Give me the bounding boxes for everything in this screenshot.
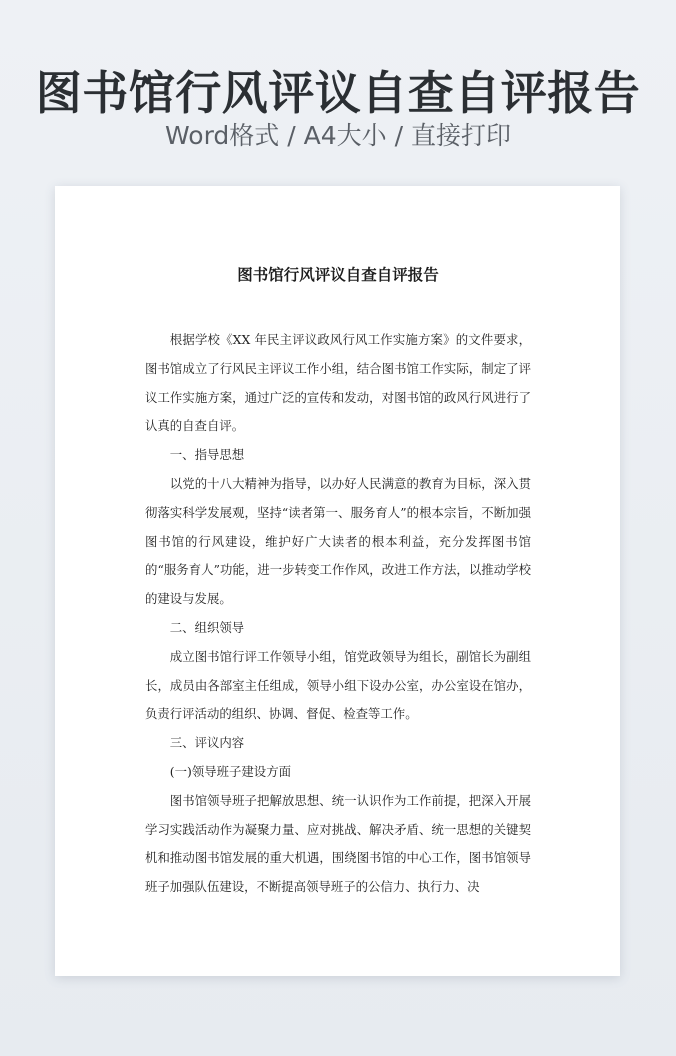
intro-paragraph: 根据学校《XX 年民主评议政风行风工作实施方案》的文件要求，图书馆成立了行风民主评议工作小组，结合图书馆工作实际，制定了评议工作实施方案，通过广泛的宣传和发动，对图书馆的政风行风进行了认真的自查自评。 bbox=[145, 332, 531, 434]
section-paragraph-leadership: 图书馆领导班子把解放思想、统一认识作为工作前提，把深入开展学习实践活动作为凝聚力量、应对挑战、解决矛盾、统一思想的关键契机和推动图书馆发展的重大机遇，围绕图书馆的中心工作，图书馆领导班子加强队伍建设，不断提高领导班子的公信力、执行力、决 bbox=[145, 792, 531, 895]
document-page bbox=[55, 186, 620, 976]
document-title: 图书馆行风评议自查自评报告 bbox=[237, 265, 439, 284]
section-paragraph-organization: 成立图书馆行评工作领导小组，馆党政领导为组长，副馆长为副组长，成员由各部室主任组成，领导小组下设办公室，办公室设在馆办，负责行评活动的组织、协调、督促、检查等工作。 bbox=[145, 648, 531, 722]
section-heading-guiding-thought: 一、指导思想 bbox=[169, 447, 245, 463]
document-body bbox=[145, 326, 531, 902]
subsection-heading-leadership: (一)领导班子建设方面 bbox=[169, 763, 291, 779]
section-heading-organization: 二、组织领导 bbox=[169, 619, 245, 635]
section-paragraph-guiding-thought: 以党的十八大精神为指导，以办好人民满意的教育为目标，深入贯彻落实科学发展观，坚持“读者第一、服务育人”的根本宗旨，不断加强图书馆的行风建设，维护好广大读者的根本利益，充分发挥图书馆的“服务育人”功能，进一步转变工作作风，改进工作方法，以推动学校的建设与发展。 bbox=[145, 475, 531, 607]
section-heading-review-content: 三、评议内容 bbox=[169, 735, 245, 751]
banner-subtitle: Word格式 / A4大小 / 直接打印 bbox=[165, 121, 511, 150]
banner-title: 图书馆行风评议自查自评报告 bbox=[35, 66, 641, 120]
banner bbox=[0, 0, 676, 180]
